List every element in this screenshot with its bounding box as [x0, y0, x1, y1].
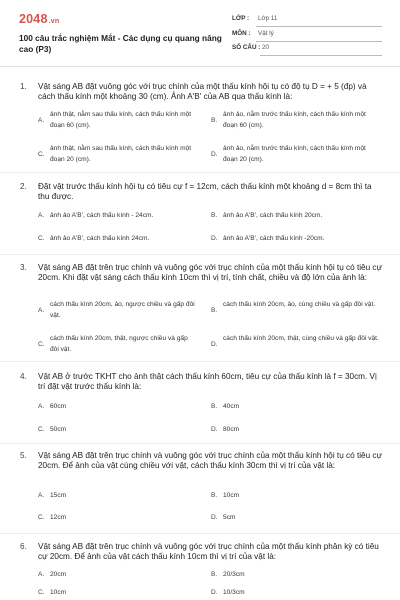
- option-text: 60cm: [50, 403, 67, 410]
- meta-mon: [232, 29, 382, 42]
- option-label: D.: [211, 151, 218, 158]
- question-stem: Vật AB ở trước TKHT cho ảnh thật cách thấu kính 60cm, tiêu cự của thấu kính là f = 30cm. Vị trí đặt vật trước thấu kính là:: [38, 372, 377, 392]
- option-text: ảnh ảo A'B', cách thấu kính - 24cm.: [50, 212, 154, 219]
- meta-underline: [260, 55, 382, 56]
- question-stem: Vật sáng AB đặt trên trục chính và vuông góc với trục chính của một thấu kính phân kỳ có tiêu cự 20cm. Để ảnh của vật cách thấu kính 10cm thì vị trí của vật là:: [38, 542, 379, 562]
- option-label: A.: [38, 492, 45, 499]
- option-text: cách thấu kính 20cm, ảo, ngược chiều và gấp đôi vật.: [50, 301, 195, 319]
- option-label: A.: [38, 212, 45, 219]
- option-text: ảnh ảo, nằm trước thấu kính, cách thấu kính một đoạn 20 (cm).: [223, 145, 366, 163]
- option-text: ảnh ảo A'B', cách thấu kính 20cm.: [223, 212, 323, 219]
- option-text: 50cm: [50, 426, 67, 433]
- option-label: A.: [38, 307, 45, 314]
- question-number: 3.: [20, 263, 27, 272]
- option-text: 20/3cm: [223, 571, 245, 578]
- option-label: D.: [211, 589, 218, 596]
- worksheet-header: [0, 0, 400, 66]
- option-label: B.: [211, 571, 218, 578]
- option-text: ảnh ảo, nằm trước thấu kính, cách thấu kính một đoạn 60 (cm).: [223, 111, 366, 129]
- option-text: cách thấu kính 20cm, ảo, cùng chiều và gấp đôi vật.: [223, 301, 376, 308]
- option-text: 10cm: [223, 492, 240, 499]
- option-text: 10cm: [50, 589, 67, 596]
- question-stem: Vật sáng AB đặt trên trục chính và vuông góc với trục chính của một thấu kính hội tụ có tiêu cự 20cm. Khi đặt vật sáng cách thấu kính 10cm thì vị trí, tính chất, chiều và độ lớn của ảnh là:: [38, 263, 383, 283]
- option-text: 10/3cm: [223, 589, 245, 596]
- question-number: 6.: [20, 542, 27, 551]
- question-stem: Vật sáng AB đặt vuông góc với trục chính của một thấu kính hội tụ có độ tụ D = + 5 (đp) và cách thấu kính một khoảng 30 (cm). Ảnh A'B' của AB qua thấu kính là:: [38, 82, 367, 102]
- option-label: A.: [38, 403, 45, 410]
- meta-socau: [232, 43, 382, 56]
- meta-socau-value: 20: [262, 44, 270, 51]
- option-label: D.: [211, 514, 218, 521]
- meta-underline: [256, 26, 382, 27]
- site-logo[interactable]: [19, 12, 59, 26]
- worksheet-title: 100 câu trắc nghiệm Mắt - Các dụng cụ quang nâng cao (P3): [19, 33, 222, 54]
- option-label: A.: [38, 117, 45, 124]
- meta-mon-value: Vật lý: [258, 30, 274, 37]
- option-label: C.: [38, 235, 45, 242]
- meta-lop-value: Lớp 11: [258, 15, 278, 22]
- question-number: 2.: [20, 182, 27, 191]
- option-label: C.: [38, 341, 45, 348]
- option-text: 5cm: [223, 514, 236, 521]
- question-divider: [0, 361, 400, 362]
- question-divider: [0, 172, 400, 173]
- option-label: A.: [38, 571, 45, 578]
- option-text: 15cm: [50, 492, 67, 499]
- option-label: D.: [211, 426, 218, 433]
- question-stem: Đặt vật trước thấu kính hội tụ có tiêu cự f = 12cm, cách thấu kính một khoảng d = 8cm thì ta thu được.: [38, 182, 372, 202]
- option-label: C.: [38, 589, 45, 596]
- option-label: B.: [211, 307, 218, 314]
- option-text: ảnh thật, nằm sau thấu kính, cách thấu kính một đoạn 20 (cm).: [50, 145, 192, 163]
- option-text: ảnh thật, nằm sau thấu kính, cách thấu kính một đoạn 60 (cm).: [50, 111, 192, 129]
- logo-suffix: .vn: [48, 18, 60, 25]
- option-label: B.: [211, 403, 218, 410]
- logo-text: 2048: [19, 12, 48, 26]
- option-text: ảnh ảo A'B', cách thấu kính -20cm.: [223, 235, 325, 242]
- option-label: D.: [211, 235, 218, 242]
- option-text: 80cm: [223, 426, 240, 433]
- question-number: 5.: [20, 451, 27, 460]
- option-label: B.: [211, 212, 218, 219]
- question-divider: [0, 533, 400, 534]
- option-text: cách thấu kính 20cm, thật, cùng chiều và gấp đôi vật.: [223, 335, 379, 342]
- option-label: C.: [38, 514, 45, 521]
- meta-socau-label: SỐ CÂU :: [232, 44, 261, 51]
- option-label: B.: [211, 492, 218, 499]
- header-divider: [0, 66, 400, 67]
- option-text: cách thấu kính 20cm, thật, ngược chiều và gấp đôi vật.: [50, 335, 188, 353]
- question-number: 1.: [20, 82, 27, 91]
- question-divider: [0, 254, 400, 255]
- meta-lop: [232, 14, 382, 27]
- meta-lop-label: LỚP :: [232, 15, 250, 22]
- question-divider: [0, 443, 400, 444]
- option-label: C.: [38, 426, 45, 433]
- option-text: 12cm: [50, 514, 67, 521]
- option-label: D.: [211, 341, 218, 348]
- question-stem: Vật sáng AB đặt trên trục chính và vuông góc với trục chính của một thấu kính hội tụ có tiêu cự 20cm. Để ảnh của vật cùng chiều với vật, cách thấu kính 30cm thì vị trí của vật là:: [38, 451, 383, 471]
- option-text: 40cm: [223, 403, 240, 410]
- option-label: C.: [38, 151, 45, 158]
- meta-mon-label: MÔN :: [232, 30, 251, 37]
- option-text: 20cm: [50, 571, 67, 578]
- question-number: 4.: [20, 372, 27, 381]
- meta-underline: [256, 41, 382, 42]
- option-label: B.: [211, 117, 218, 124]
- option-text: ảnh ảo A'B', cách thấu kính 24cm.: [50, 235, 150, 242]
